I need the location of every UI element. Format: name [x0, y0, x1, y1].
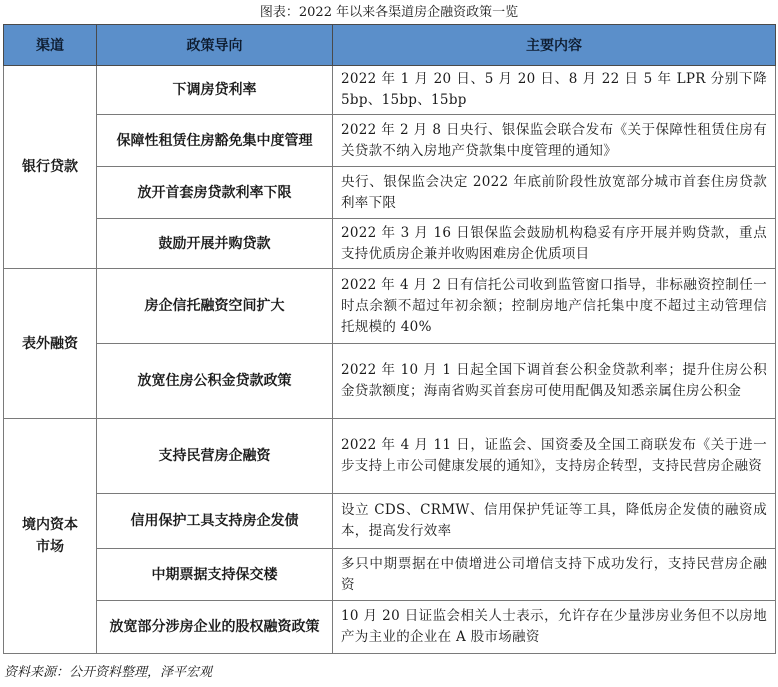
content-cell: 2022 年 4 月 2 日有信托公司收到监管窗口指导，非标融资控制任一时点余额不超过年初余额；控制房地产信托集中度不超过主动管理信托规模的 40%: [333, 269, 776, 344]
table-row: [4, 601, 776, 654]
table-title: 图表：2022 年以来各渠道房企融资政策一览: [259, 5, 519, 20]
source-note: 资料来源：公开资料整理，泽平宏观: [4, 665, 213, 680]
table-row: [4, 269, 776, 344]
table-row: [4, 66, 776, 115]
content-cell: 2022 年 10 月 1 日起全国下调首套公积金贷款利率；提升住房公积金贷款额度；海南省购买首套房可使用配偶及知悉亲属住房公积金: [333, 344, 776, 419]
table-row: [4, 219, 776, 269]
header-policy: 政策导向: [97, 25, 333, 66]
table-row: [4, 167, 776, 219]
content-cell: 10 月 20 日证监会相关人士表示，允许存在少量涉房业务但不以房地产为主业的企业在 A 股市场融资: [333, 601, 776, 654]
table-header-row: [4, 25, 776, 66]
channel-cell: 表外融资: [4, 269, 97, 419]
content-cell: 央行、银保监会决定 2022 年底前阶段性放宽部分城市首套住房贷款利率下限: [333, 167, 776, 219]
table-row: [4, 494, 776, 549]
channel-cell: 银行贷款: [4, 66, 97, 269]
content-cell: 2022 年 1 月 20 日、5 月 20 日、8 月 22 日 5 年 LPR 分别下降 5bp、15bp、15bp: [333, 66, 776, 115]
channel-cell: 境内资本市场: [4, 419, 97, 654]
header-channel: 渠道: [4, 25, 97, 66]
table-row: [4, 549, 776, 601]
policy-cell: 放宽部分涉房企业的股权融资政策: [97, 601, 333, 654]
policy-cell: 保障性租赁住房豁免集中度管理: [97, 115, 333, 167]
table-row: [4, 115, 776, 167]
policy-cell: 房企信托融资空间扩大: [97, 269, 333, 344]
header-content: 主要内容: [333, 25, 776, 66]
content-cell: 设立 CDS、CRMW、信用保护凭证等工具，降低房企发债的融资成本，提高发行效率: [333, 494, 776, 549]
policy-cell: 信用保护工具支持房企发债: [97, 494, 333, 549]
policy-cell: 下调房贷利率: [97, 66, 333, 115]
content-cell: 多只中期票据在中债增进公司增信支持下成功发行，支持民营房企融资: [333, 549, 776, 601]
policy-cell: 鼓励开展并购贷款: [97, 219, 333, 269]
policy-cell: 放开首套房贷款利率下限: [97, 167, 333, 219]
policy-cell: 中期票据支持保交楼: [97, 549, 333, 601]
content-cell: 2022 年 3 月 16 日银保监会鼓励机构稳妥有序开展并购贷款，重点支持优质房企兼并收购困难房企优质项目: [333, 219, 776, 269]
content-cell: 2022 年 4 月 11 日，证监会、国资委及全国工商联发布《关于进一步支持上市公司健康发展的通知》，支持房企转型，支持民营房企融资: [333, 419, 776, 494]
policy-table: [3, 24, 776, 654]
policy-cell: 支持民营房企融资: [97, 419, 333, 494]
policy-cell: 放宽住房公积金贷款政策: [97, 344, 333, 419]
table-row: [4, 344, 776, 419]
table-row: [4, 419, 776, 494]
content-cell: 2022 年 2 月 8 日央行、银保监会联合发布《关于保障性租赁住房有关贷款不纳入房地产贷款集中度管理的通知》: [333, 115, 776, 167]
